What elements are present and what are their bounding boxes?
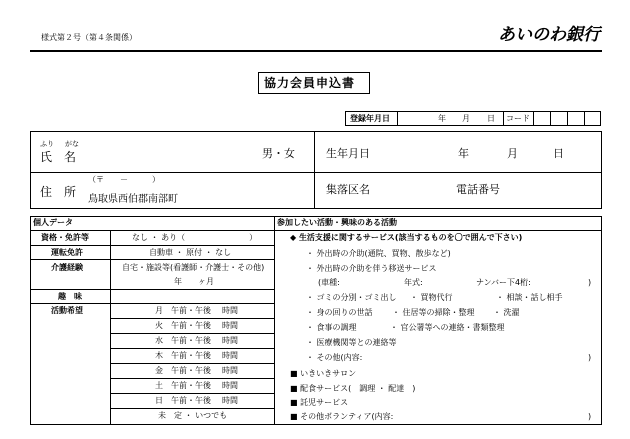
activity-wish-label: 活動希望 (51, 306, 83, 315)
ampm-friday[interactable]: 午前・午後 (171, 366, 211, 375)
childcare-service[interactable]: ■ 託児サービス (290, 398, 349, 407)
hours-monday[interactable]: 時間 (222, 306, 238, 315)
day-friday: 金 (155, 366, 163, 375)
gender-options[interactable]: 男・女 (262, 147, 295, 160)
hours-friday[interactable]: 時間 (222, 366, 238, 375)
license-label: 運転免許 (51, 248, 83, 257)
shopping-proxy[interactable]: ・ 買物代行 (410, 293, 453, 302)
ampm-saturday[interactable]: 午前・午後 (171, 381, 211, 390)
birth-label: 生年月日 (326, 147, 370, 160)
registration-month: 月 (462, 114, 470, 123)
outing-assist[interactable]: ・ 外出時の介助(通院、買物、散歩など) (306, 249, 451, 258)
registration-label: 登録年月日 (350, 114, 390, 123)
ampm-monday[interactable]: 午前・午後 (171, 306, 211, 315)
care-experience-years[interactable]: 年 ヶ月 (174, 277, 214, 286)
vehicle-type[interactable]: (車種: (318, 278, 340, 287)
personal-care[interactable]: ・ 身の回りの世話 (306, 308, 373, 317)
phone-label: 電話番号 (456, 183, 500, 196)
header-rule (30, 50, 602, 52)
ikiiki-salon[interactable]: ■ いきいきサロン (290, 369, 357, 378)
registration-day: 日 (487, 114, 495, 123)
hobby-label: 趣 味 (58, 292, 82, 301)
ampm-sunday[interactable]: 午前・午後 (171, 396, 211, 405)
consultation[interactable]: ・ 相談・話し相手 (496, 293, 563, 302)
day-tuesday: 火 (155, 321, 163, 330)
birth-year: 年 (458, 147, 469, 160)
garbage-disposal[interactable]: ・ ゴミの分別・ゴミ出し (306, 293, 397, 302)
vehicle-close-paren: ) (588, 278, 592, 287)
undecided-anytime[interactable]: 未 定 ・ いつでも (158, 411, 228, 420)
hours-sunday[interactable]: 時間 (222, 396, 238, 405)
birth-day: 日 (553, 147, 564, 160)
form-number: 様式第２号（第４条関係） (41, 33, 137, 42)
personal-data-title: 個人データ (33, 218, 73, 227)
medical-liaison[interactable]: ・ 医療機関等との連絡等 (306, 338, 397, 347)
hours-wednesday[interactable]: 時間 (222, 336, 238, 345)
meal-cooking[interactable]: ・ 食事の調理 (306, 323, 357, 332)
other-support[interactable]: ・ その他(内容: (306, 353, 363, 362)
qualification-label: 資格・免許等 (41, 233, 89, 242)
day-wednesday: 水 (155, 336, 163, 345)
activity-interest-title: 参加したい活動・興味のある活動 (277, 218, 397, 227)
furigana-gana: がな (65, 140, 79, 148)
house-cleaning[interactable]: ・ 住居等の掃除・整理 (392, 308, 475, 317)
other-close-paren: ) (588, 353, 592, 362)
name-label: 氏 名 (40, 150, 77, 164)
day-sunday: 日 (155, 396, 163, 405)
qualification-value[interactable]: なし ・ あり（ ） (132, 233, 258, 242)
hours-thursday[interactable]: 時間 (222, 351, 238, 360)
registration-year: 年 (438, 114, 446, 123)
birth-month: 月 (507, 147, 518, 160)
ampm-wednesday[interactable]: 午前・午後 (171, 336, 211, 345)
office-paperwork[interactable]: ・ 官公署等への連絡・書類整理 (390, 323, 505, 332)
life-support-heading: ◆ 生活支援に関するサービス(該当するものを〇で囲んで下さい) (290, 233, 523, 242)
day-saturday: 土 (155, 381, 163, 390)
vehicle-year[interactable]: 年式: (404, 278, 423, 287)
plate-number[interactable]: ナンバー下4桁: (476, 278, 531, 287)
furigana-fu: ふり (40, 140, 54, 148)
bank-name: あいのわ銀行 (498, 25, 600, 45)
postal-code[interactable]: （〒 － ） (88, 175, 160, 184)
address-value[interactable]: 鳥取県西伯郡南部町 (88, 194, 178, 205)
other-volunteer[interactable]: ■ その他ボランティア(内容: (290, 412, 394, 421)
care-experience-value[interactable]: 自宅・施設等(看護師・介護士・その他) (122, 263, 265, 272)
transport-service[interactable]: ・ 外出時の介助を伴う移送サービス (306, 264, 437, 273)
day-thursday: 木 (155, 351, 163, 360)
village-label: 集落区名 (326, 183, 370, 196)
license-value[interactable]: 自動車 ・ 原付 ・ なし (149, 248, 232, 257)
day-monday: 月 (155, 306, 163, 315)
volunteer-close-paren: ) (588, 412, 592, 421)
code-label: コード (506, 114, 530, 123)
ampm-tuesday[interactable]: 午前・午後 (171, 321, 211, 330)
ampm-thursday[interactable]: 午前・午後 (171, 351, 211, 360)
hours-saturday[interactable]: 時間 (222, 381, 238, 390)
address-label: 住 所 (40, 185, 77, 199)
meal-delivery[interactable]: ■ 配食サービス( 調理 ・ 配達 ) (290, 384, 416, 393)
form-title: 協力会員申込書 (264, 76, 356, 90)
care-experience-label: 介護経験 (51, 263, 83, 272)
hours-tuesday[interactable]: 時間 (222, 321, 238, 330)
laundry[interactable]: ・ 洗濯 (493, 308, 520, 317)
